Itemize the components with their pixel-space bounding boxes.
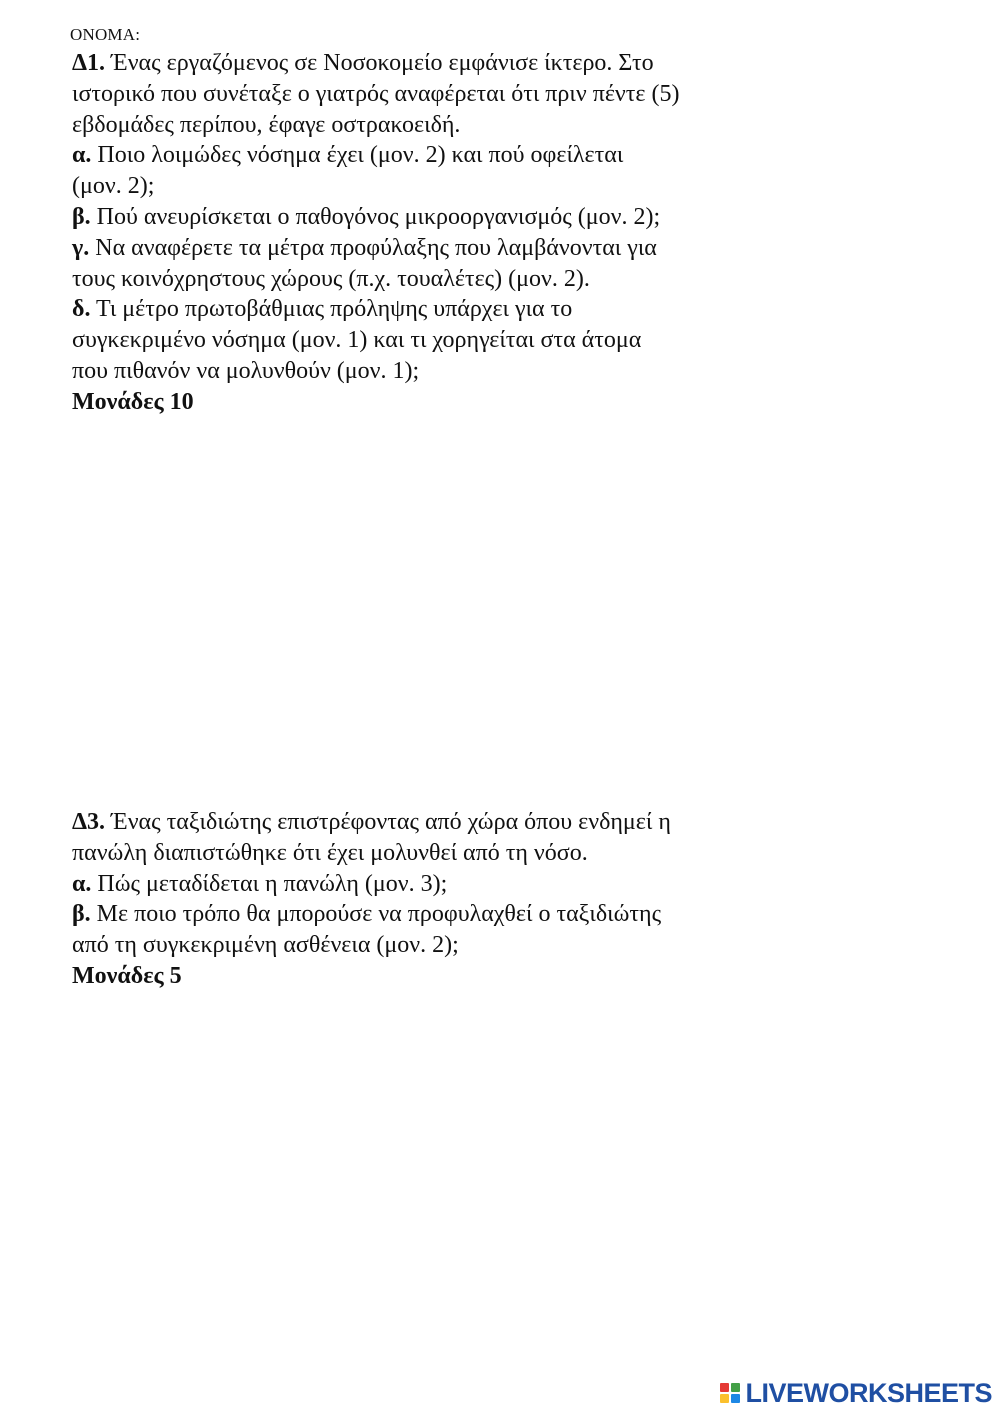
- subquestion-a-text: Ποιο λοιμώδες νόσημα έχει (μον. 2) και πού οφείλεται: [91, 142, 624, 169]
- liveworksheets-logo: [720, 1375, 992, 1411]
- logo-square: [720, 1394, 729, 1403]
- subquestion-c-text: Να αναφέρετε τα μέτρα προφύλαξης που λαμβάνονται για: [89, 234, 657, 261]
- logo-square: [731, 1394, 740, 1403]
- subquestion-d-text: Τι μέτρο πρωτοβάθμιας πρόληψης υπάρχει για το: [90, 296, 573, 323]
- question-d1-d-line: που πιθανόν να μολυνθούν (μον. 1);: [72, 357, 420, 384]
- question-d3-intro-line: πανώλη διαπιστώθηκε ότι έχει μολυνθεί από τη νόσο.: [72, 839, 588, 866]
- question-d3-label: Δ3.: [72, 809, 106, 835]
- question-d1-d-line: συγκεκριμένο νόσημα (μον. 1) και τι χορηγείται στα άτομα: [72, 327, 642, 354]
- liveworksheets-logo-text: LIVEWORKSHEETS: [745, 1377, 992, 1408]
- question-d1-intro-line: ιστορικό που συνέταξε ο γιατρός αναφέρεται ότι πριν πέντε (5): [72, 80, 680, 107]
- points-label: Μονάδες 10: [72, 388, 194, 415]
- question-d3-intro-line: [72, 807, 792, 838]
- question-d1-c-line: [72, 233, 792, 264]
- subquestion-a-label: α.: [72, 870, 92, 897]
- liveworksheets-logo-icon: [720, 1383, 740, 1403]
- question-d3-b-line: από τη συγκεκριμένη ασθένεια (μον. 2);: [72, 932, 459, 959]
- question-d1-b-line: [72, 202, 792, 233]
- subquestion-b-text: Πού ανευρίσκεται ο παθογόνος μικροοργανισμός (μον. 2);: [90, 203, 661, 230]
- question-d3-points: [72, 961, 792, 992]
- question-d3-a-line: [72, 869, 792, 900]
- question-d1-intro-line: εβδομάδες περίπου, έφαγε οστρακοειδή.: [72, 111, 461, 138]
- question-d1-a-line: [72, 140, 792, 171]
- question-d1-intro-line: [72, 48, 792, 79]
- subquestion-d-label: δ.: [72, 296, 91, 323]
- subquestion-a-label: α.: [72, 142, 92, 169]
- logo-square: [731, 1383, 740, 1392]
- answer-area-d1[interactable]: [72, 430, 792, 790]
- subquestion-b-label: β.: [72, 901, 91, 928]
- question-d1-d-line: [72, 294, 792, 325]
- logo-square: [720, 1383, 729, 1392]
- question-d1-intro-text: Ένας εργαζόμενος σε Νοσοκομείο εμφάνισε ίκτερο. Στο: [105, 50, 654, 76]
- subquestion-b-text: Με ποιο τρόπο θα μπορούσε να προφυλαχθεί ο ταξιδιώτης: [90, 901, 662, 928]
- question-d1: [72, 48, 792, 418]
- question-d1-c-line: τους κοινόχρηστους χώρους (π.χ. τουαλέτες) (μον. 2).: [72, 265, 590, 292]
- subquestion-c-label: γ.: [72, 234, 90, 261]
- subquestion-b-label: β.: [72, 203, 91, 230]
- question-d1-a-line: (μον. 2);: [72, 173, 155, 200]
- question-d1-label: Δ1.: [72, 50, 106, 76]
- points-label: Μονάδες 5: [72, 962, 182, 989]
- answer-area-d3[interactable]: [72, 1000, 792, 1360]
- question-d3-intro-text: Ένας ταξιδιώτης επιστρέφοντας από χώρα όπου ενδημεί η: [105, 809, 671, 835]
- question-d3-b-line: [72, 899, 792, 930]
- question-d3: [72, 807, 792, 992]
- subquestion-a-text: Πώς μεταδίδεται η πανώλη (μον. 3);: [91, 870, 448, 897]
- question-d1-points: [72, 387, 792, 418]
- name-label: ΟΝΟΜΑ:: [70, 25, 141, 44]
